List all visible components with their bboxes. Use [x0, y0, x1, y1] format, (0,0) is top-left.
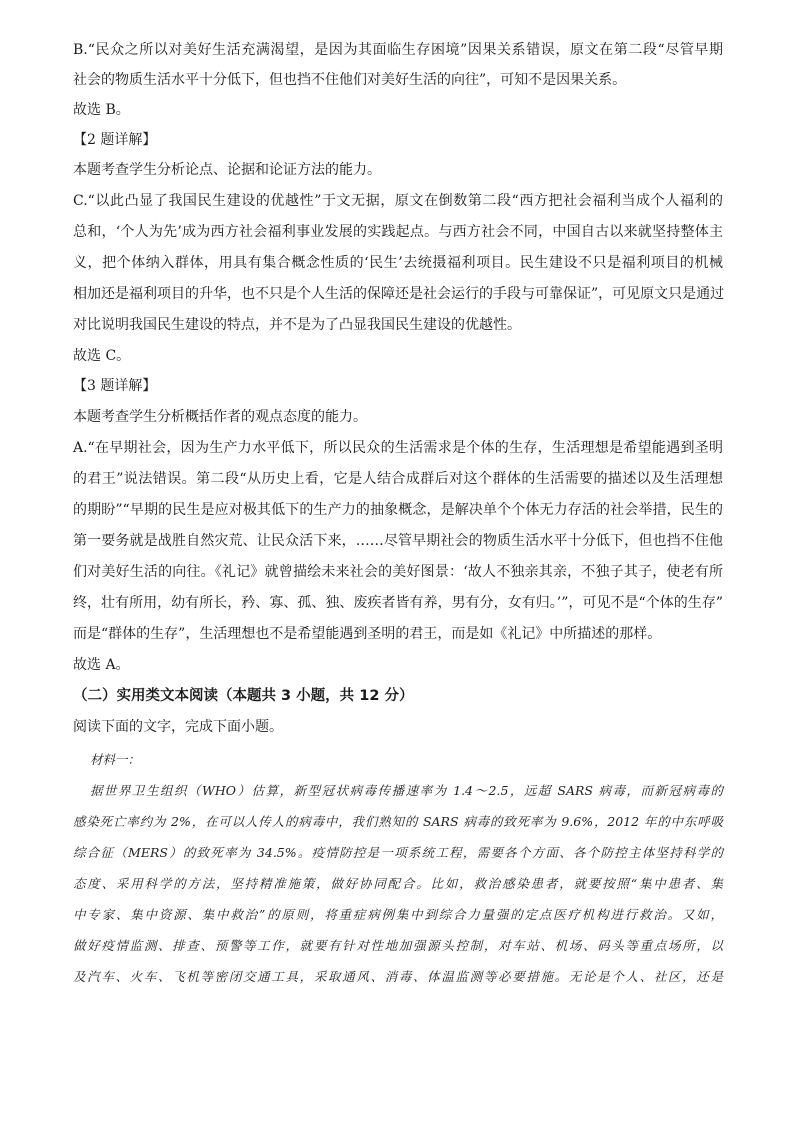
text-line: A.“在早期社会，因为生产力水平低下，所以民众的生活需求是个体的生存，生活理想是希望能遇到圣明: [73, 440, 723, 456]
text-line: 的期盼”“早期的民生是应对极其低下的生产力的抽象概念，是解决单个个体无力存活的社会举措，民生的: [73, 502, 723, 518]
text-line: C.“以此凸显了我国民生建设的优越性”于文无据，原文在倒数第二段“西方把社会福利当成个人福利的: [73, 193, 723, 209]
text-line: 故选 A。: [73, 657, 130, 673]
text-line: 义，把个体纳入群体，用具有集合概念性质的‘民生’去统摄福利项目。民生建设不只是福利项目的机械: [73, 255, 723, 271]
section-heading: 【3 题详解】: [73, 378, 157, 394]
text-line: 社会的物质生活水平十分低下，但也挡不住他们对美好生活的向往”，可知不是因果关系。: [73, 72, 627, 88]
text-line: 的君王”说法错误。第二段“从历史上看，它是人结合成群后对这个群体的生活需要的描述以及生活理想: [73, 471, 723, 487]
text-line: 相加还是福利项目的升华，也不只是个人生活的保障还是社会运行的手段与可靠保证”，可见原文只是通过: [73, 286, 725, 302]
material-label: 材料一：: [90, 752, 141, 767]
text-line: 阅读下面的文字，完成下面小题。: [73, 719, 283, 735]
section-heading: 【2 题详解】: [73, 132, 157, 148]
text-line: 们对美好生活的向往。《礼记》就曾描绘未来社会的美好图景：‘故人不独亲其亲，不独子其子，使老有所: [73, 564, 723, 580]
text-line: 第一要务就是战胜自然灾荒、让民众活下来，……尽管早期社会的物质生活水平十分低下，但也挡不住他: [73, 533, 723, 549]
text-line: 感染死亡率约为 2%，在可以人传人的病毒中，我们熟知的 SARS 病毒的致死率为 9.6%，2012 年的中东呼吸: [73, 814, 723, 829]
text-line: 故选 C。: [73, 348, 131, 364]
text-line: 据世界卫生组织（WHO）估算，新型冠状病毒传播速率为 1.4～2.5，远超 SARS 病毒，而新冠病毒的: [90, 783, 723, 798]
text-line: B.“民众之所以对美好生活充满渴望，是因为其面临生存困境”因果关系错误，原文在第二段“尽管早期: [73, 42, 723, 58]
section-title: （二）实用类文本阅读（本题共 3 小题，共 12 分）: [73, 688, 414, 704]
text-line: 而是“群体的生存”，生活理想也不是希望能遇到圣明的君王，而是如《礼记》中所描述的那样。: [73, 626, 662, 642]
text-line: 本题考查学生分析概括作者的观点态度的能力。: [73, 409, 367, 425]
text-line: 及汽车、火车、飞机等密闭交通工具，采取通风、消毒、体温监测等必要措施。无论是个人、社区，还是: [73, 969, 723, 984]
text-line: 综合征（MERS）的致死率为 34.5%。疫情防控是一项系统工程，需要各个方面、各个防控主体坚持科学的: [73, 845, 723, 860]
text-line: 中专家、集中资源、集中救治”的原则，将重症病例集中到综合力量强的定点医疗机构进行救治。又如，: [73, 907, 723, 922]
text-line: 故选 B。: [73, 102, 130, 118]
text-line: 总和，‘个人为先’成为西方社会福利事业发展的实践起点。与西方社会不同，中国自古以来就坚持整体主: [73, 224, 723, 240]
text-line: 做好疫情监测、排查、预警等工作，就要有针对性地加强源头控制，对车站、机场、码头等重点场所，以: [73, 938, 723, 953]
text-line: 终，壮有所用，幼有所长，矜、寡、孤、独、废疾者皆有养，男有分，女有归。’”，可见不是“个体的生存”: [73, 595, 723, 611]
text-line: 本题考查学生分析论点、论据和论证方法的能力。: [73, 162, 381, 178]
text-line: 态度、采用科学的方法，坚持精准施策，做好协同配合。比如，救治感染患者，就要按照“集中患者、集: [73, 876, 723, 891]
text-line: 对比说明我国民生建设的特点，并不是为了凸显我国民生建设的优越性。: [73, 317, 521, 333]
